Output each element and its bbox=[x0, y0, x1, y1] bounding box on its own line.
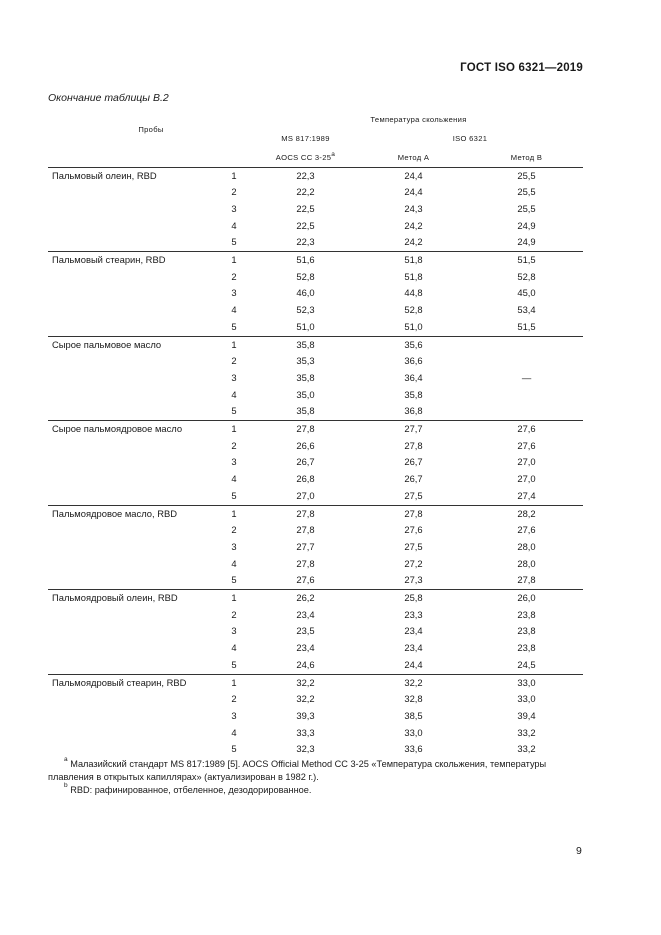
value-method-a: 32,8 bbox=[404, 693, 423, 705]
value-method-b: 33,2 bbox=[517, 726, 536, 738]
value-method-a: 24,4 bbox=[404, 658, 423, 670]
header-method-a: Метод А bbox=[397, 152, 430, 162]
value-method-a: 51,8 bbox=[357, 252, 470, 269]
value-aocs: 39,3 bbox=[296, 710, 315, 721]
sample-number: 4 bbox=[231, 219, 237, 231]
sample-number: 4 bbox=[231, 642, 237, 654]
table-row bbox=[48, 336, 583, 353]
value-method-b: 24,9 bbox=[517, 219, 536, 231]
value-aocs: 35,8 bbox=[254, 336, 357, 353]
sample-number: 1 bbox=[214, 167, 254, 184]
sample-number: 3 bbox=[231, 625, 237, 637]
sample-number: 2 bbox=[231, 693, 237, 705]
table-footnotes bbox=[48, 758, 583, 797]
value-aocs: 52,8 bbox=[296, 270, 315, 282]
value-method-a: 36,4 bbox=[404, 371, 423, 383]
sample-number: 4 bbox=[231, 388, 237, 400]
value-method-a: 23,3 bbox=[404, 608, 423, 620]
sample-number: 5 bbox=[231, 320, 237, 332]
value-method-b: 33,0 bbox=[470, 674, 583, 691]
value-aocs: 51,6 bbox=[254, 252, 357, 269]
value-aocs: 27,8 bbox=[254, 505, 357, 522]
value-method-b: 23,8 bbox=[517, 642, 536, 654]
value-aocs: 22,2 bbox=[296, 186, 315, 198]
sample-number: 3 bbox=[231, 287, 237, 299]
value-aocs: 22,5 bbox=[296, 219, 315, 231]
value-aocs: 23,4 bbox=[296, 608, 315, 620]
value-method-a: 51,8 bbox=[404, 270, 423, 282]
header-blank bbox=[48, 148, 254, 167]
header-aocs: AOCS CC 3-25$^a$ bbox=[275, 150, 336, 162]
footnote-a: $^a$ Малазийский стандарт MS 817:1989 [5]. AOCS Official Method CC 3-25 «Температура скольжения, температуры плавления в открытых капиллярах» (актуализирован в 1982 г.). bbox=[48, 756, 547, 783]
value-method-b: 27,6 bbox=[517, 439, 536, 451]
value-method-b: 52,8 bbox=[517, 270, 536, 282]
value-method-b: 27,6 bbox=[470, 421, 583, 438]
footnote-b: $^b$ RBD: рафинированное, отбеленное, дезодорированное. bbox=[64, 782, 312, 796]
value-aocs: 27,8 bbox=[296, 524, 315, 536]
sample-name: Пальмоядровый олеин, RBD bbox=[48, 590, 214, 675]
sample-number: 3 bbox=[231, 202, 237, 214]
value-method-a: 36,8 bbox=[404, 405, 423, 417]
value-aocs: 27,8 bbox=[254, 421, 357, 438]
sample-number: 4 bbox=[231, 304, 237, 316]
value-method-a: 35,6 bbox=[357, 336, 470, 353]
header-iso-standard: ISO 6321 bbox=[452, 134, 488, 143]
value-method-a: 27,5 bbox=[404, 489, 423, 501]
sample-number: 1 bbox=[214, 590, 254, 607]
value-method-b: — bbox=[470, 336, 583, 421]
sample-number: 4 bbox=[231, 557, 237, 569]
value-aocs: 24,6 bbox=[296, 658, 315, 670]
value-aocs: 22,3 bbox=[296, 236, 315, 248]
sample-name: Пальмовый стеарин, RBD bbox=[48, 252, 214, 337]
value-method-b: 28,2 bbox=[470, 505, 583, 522]
value-method-a: 25,8 bbox=[357, 590, 470, 607]
value-aocs: 23,4 bbox=[296, 642, 315, 654]
sample-number: 4 bbox=[231, 726, 237, 738]
value-aocs: 33,3 bbox=[296, 726, 315, 738]
sample-name: Сырое пальмовое масло bbox=[48, 336, 214, 421]
value-method-b: 33,2 bbox=[517, 743, 536, 755]
sample-name: Пальмоядровое масло, RBD bbox=[48, 505, 214, 590]
sample-number: 3 bbox=[231, 371, 237, 383]
table-row bbox=[48, 674, 583, 691]
sample-number: 2 bbox=[231, 524, 237, 536]
value-method-a: 24,2 bbox=[404, 236, 423, 248]
value-aocs: 22,3 bbox=[254, 167, 357, 184]
value-method-a: 52,8 bbox=[404, 304, 423, 316]
table-row bbox=[48, 167, 583, 184]
header-samples: Пробы bbox=[138, 124, 164, 134]
value-method-a: 26,7 bbox=[404, 456, 423, 468]
value-method-b: 23,8 bbox=[517, 608, 536, 620]
value-method-a: 23,4 bbox=[404, 642, 423, 654]
value-method-a: 23,4 bbox=[404, 625, 423, 637]
value-method-a: 24,2 bbox=[404, 219, 423, 231]
sample-number: 2 bbox=[231, 270, 237, 282]
sample-number: 3 bbox=[231, 710, 237, 721]
value-method-b: 33,0 bbox=[517, 693, 536, 705]
value-method-b: 25,5 bbox=[517, 202, 536, 214]
value-method-b: 24,5 bbox=[517, 658, 536, 670]
sample-number: 1 bbox=[214, 252, 254, 269]
table-caption: Окончание таблицы В.2 bbox=[48, 92, 169, 104]
value-aocs: 27,7 bbox=[296, 540, 315, 552]
sample-name: Пальмоядровый стеарин, RBD bbox=[48, 674, 214, 758]
value-method-a: 27,3 bbox=[404, 574, 423, 586]
sample-number: 5 bbox=[231, 489, 237, 501]
sample-number: 5 bbox=[231, 743, 237, 755]
value-aocs: 35,0 bbox=[296, 388, 315, 400]
sample-number: 2 bbox=[231, 186, 237, 198]
value-aocs: 35,8 bbox=[296, 405, 315, 417]
table-row bbox=[48, 252, 583, 269]
value-aocs: 26,8 bbox=[296, 473, 315, 485]
value-method-b: 51,5 bbox=[470, 252, 583, 269]
value-method-a: 32,2 bbox=[357, 674, 470, 691]
sample-number: 3 bbox=[231, 540, 237, 552]
value-method-b: 28,0 bbox=[517, 540, 536, 552]
value-aocs: 35,8 bbox=[296, 371, 315, 383]
value-method-a: 38,5 bbox=[404, 710, 423, 721]
value-method-a: 24,4 bbox=[357, 167, 470, 184]
value-aocs: 51,0 bbox=[296, 320, 315, 332]
value-method-a: 36,6 bbox=[404, 355, 423, 367]
value-method-b: 27,0 bbox=[517, 456, 536, 468]
value-method-b: 45,0 bbox=[517, 287, 536, 299]
page-number: 9 bbox=[576, 845, 582, 857]
table-body bbox=[48, 167, 583, 758]
table-row bbox=[48, 590, 583, 607]
value-method-a: 33,0 bbox=[404, 726, 423, 738]
value-method-b: 51,5 bbox=[517, 320, 536, 332]
document-header: ГОСТ ISO 6321—2019 bbox=[460, 62, 583, 74]
value-aocs: 22,5 bbox=[296, 202, 315, 214]
sample-number: 2 bbox=[231, 355, 237, 367]
sample-number: 1 bbox=[214, 674, 254, 691]
value-aocs: 26,6 bbox=[296, 439, 315, 451]
value-method-a: 24,4 bbox=[404, 186, 423, 198]
value-method-b: 25,5 bbox=[517, 186, 536, 198]
sample-number: 3 bbox=[231, 456, 237, 468]
value-method-b: 26,0 bbox=[470, 590, 583, 607]
value-method-b: 39,4 bbox=[517, 710, 536, 721]
value-aocs: 35,3 bbox=[296, 355, 315, 367]
value-method-b: 25,5 bbox=[470, 167, 583, 184]
sample-number: 4 bbox=[231, 473, 237, 485]
header-slip-temperature: Температура скольжения bbox=[370, 115, 467, 124]
value-method-b: 24,9 bbox=[517, 236, 536, 248]
sample-number: 5 bbox=[231, 236, 237, 248]
sample-number: 1 bbox=[214, 505, 254, 522]
value-method-b: 27,6 bbox=[517, 524, 536, 536]
value-method-a: 51,0 bbox=[404, 320, 423, 332]
value-method-a: 27,2 bbox=[404, 557, 423, 569]
value-aocs: 27,6 bbox=[296, 574, 315, 586]
value-method-a: 27,8 bbox=[404, 439, 423, 451]
value-aocs: 23,5 bbox=[296, 625, 315, 637]
value-aocs: 26,2 bbox=[254, 590, 357, 607]
sample-number: 1 bbox=[214, 421, 254, 438]
value-method-b: 28,0 bbox=[517, 557, 536, 569]
table-row bbox=[48, 505, 583, 522]
sample-number: 1 bbox=[214, 336, 254, 353]
value-method-a: 27,8 bbox=[357, 505, 470, 522]
value-aocs: 32,2 bbox=[296, 693, 315, 705]
value-method-b: 27,4 bbox=[517, 489, 536, 501]
value-aocs: 32,3 bbox=[296, 743, 315, 755]
header-ms-standard: MS 817:1989 bbox=[281, 134, 330, 143]
sample-name: Сырое пальмоядровое масло bbox=[48, 421, 214, 506]
value-aocs: 46,0 bbox=[296, 287, 315, 299]
value-method-a: 27,6 bbox=[404, 524, 423, 536]
value-method-a: 33,6 bbox=[404, 743, 423, 755]
value-method-b: 23,8 bbox=[517, 625, 536, 637]
sample-name: Пальмовый олеин, RBD bbox=[48, 167, 214, 252]
value-method-b: 53,4 bbox=[517, 304, 536, 316]
data-table bbox=[48, 110, 583, 797]
value-method-b: 27,8 bbox=[517, 574, 536, 586]
value-method-a: 35,8 bbox=[404, 388, 423, 400]
sample-number: 5 bbox=[231, 574, 237, 586]
value-method-a: 27,7 bbox=[357, 421, 470, 438]
value-method-a: 24,3 bbox=[404, 202, 423, 214]
value-method-a: 44,8 bbox=[404, 287, 423, 299]
value-aocs: 52,3 bbox=[296, 304, 315, 316]
value-aocs: 27,0 bbox=[296, 489, 315, 501]
sample-number: 5 bbox=[231, 405, 237, 417]
table-row bbox=[48, 421, 583, 438]
value-method-b: 27,0 bbox=[517, 473, 536, 485]
header-method-b: Метод В bbox=[510, 152, 543, 162]
value-method-a: 26,7 bbox=[404, 473, 423, 485]
sample-number: 5 bbox=[231, 658, 237, 670]
value-aocs: 27,8 bbox=[296, 557, 315, 569]
sample-number: 2 bbox=[231, 439, 237, 451]
value-aocs: 26,7 bbox=[296, 456, 315, 468]
sample-number: 2 bbox=[231, 608, 237, 620]
value-aocs: 32,2 bbox=[254, 674, 357, 691]
value-method-a: 27,5 bbox=[404, 540, 423, 552]
